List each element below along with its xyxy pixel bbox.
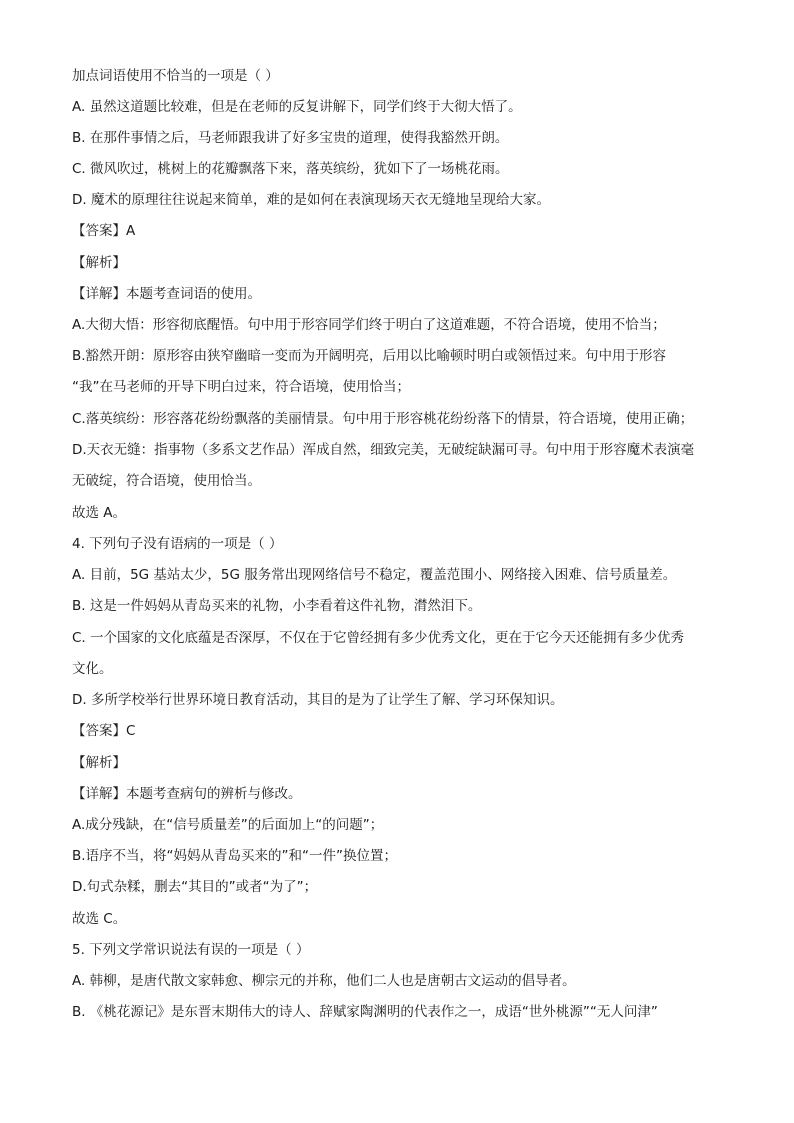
q4-explanation-b: B.语序不当，将“妈妈从青岛买来的”和“一件”换位置； — [72, 848, 398, 864]
q4-option-a: A. 目前，5G 基站太少，5G 服务常出现网络信号不稳定，覆盖范围小、网络接入困难、信号质量差。 — [72, 567, 677, 583]
q3-option-d: D. 魔术的原理往往说起来简单，难的是如何在表演现场天衣无缝地呈现给大家。 — [72, 192, 550, 208]
q3-explanation-a: A.大彻大悟：形容彻底醒悟。句中用于形容同学们终于明白了这道难题，不符合语境，使用不恰当； — [72, 317, 666, 333]
q3-option-c: C. 微风吹过，桃树上的花瓣飘落下来，落英缤纷，犹如下了一场桃花雨。 — [72, 161, 509, 177]
q4-answer: 【答案】C — [72, 723, 136, 739]
q3-explanation-b-cont: “我”在马老师的开导下明白过来，符合语境，使用恰当； — [72, 379, 410, 395]
q4-option-d: D. 多所学校举行世界环境日教育活动，其目的是为了让学生了解、学习环保知识。 — [72, 692, 564, 708]
q3-explanation-d: D.天衣无缝：指事物（多系文艺作品）浑成自然，细致完美，无破绽缺漏可寻。句中用于形容魔术表演毫 — [72, 442, 695, 458]
q3-explanation-d-cont: 无破绽，符合语境，使用恰当。 — [72, 473, 261, 489]
q5-stem: 5. 下列文学常识说法有误的一项是（ ） — [72, 942, 310, 958]
q3-explanation-b: B.豁然开朗：原形容由狭窄幽暗一变而为开阔明亮，后用以比喻顿时明白或领悟过来。句中用于形容 — [72, 348, 667, 364]
q4-explanation-a: A.成分残缺，在“信号质量差”的后面加上“的问题”； — [72, 817, 384, 833]
q3-option-b: B. 在那件事情之后，马老师跟我讲了好多宝贵的道理，使得我豁然开朗。 — [72, 130, 509, 146]
q3-conclusion: 故选 A。 — [72, 505, 127, 521]
q4-option-c: C. 一个国家的文化底蕴是否深厚，不仅在于它曾经拥有多少优秀文化，更在于它今天还能拥有多少优秀 — [72, 630, 685, 646]
q3-explanation-c: C.落英缤纷：形容落花纷纷飘落的美丽情景。句中用于形容桃花纷纷落下的情景，符合语境，使用正确； — [72, 411, 694, 427]
q3-stem: 加点词语使用不恰当的一项是（ ） — [72, 68, 279, 84]
q3-detail: 【详解】本题考查词语的使用。 — [72, 286, 261, 302]
q4-analysis-label: 【解析】 — [72, 755, 126, 771]
q4-stem: 4. 下列句子没有语病的一项是（ ） — [72, 536, 283, 552]
q5-option-a: A. 韩柳，是唐代散文家韩愈、柳宗元的并称，他们二人也是唐朝古文运动的倡导者。 — [72, 973, 576, 989]
q3-option-a: A. 虽然这道题比较难，但是在老师的反复讲解下，同学们终于大彻大悟了。 — [72, 99, 522, 115]
q4-detail: 【详解】本题考查病句的辨析与修改。 — [72, 786, 302, 802]
q3-answer: 【答案】A — [72, 223, 136, 239]
q4-explanation-d: D.句式杂糅，删去“其目的”或者“为了”； — [72, 879, 318, 895]
q3-analysis-label: 【解析】 — [72, 255, 126, 271]
q4-conclusion: 故选 C。 — [72, 911, 127, 927]
q4-option-c-cont: 文化。 — [72, 661, 113, 677]
q4-option-b: B. 这是一件妈妈从青岛买来的礼物，小李看着这件礼物，潸然泪下。 — [72, 598, 482, 614]
q5-option-b: B. 《桃花源记》是东晋末期伟大的诗人、辞赋家陶渊明的代表作之一，成语“世外桃源”“无人问津” — [72, 1004, 658, 1020]
